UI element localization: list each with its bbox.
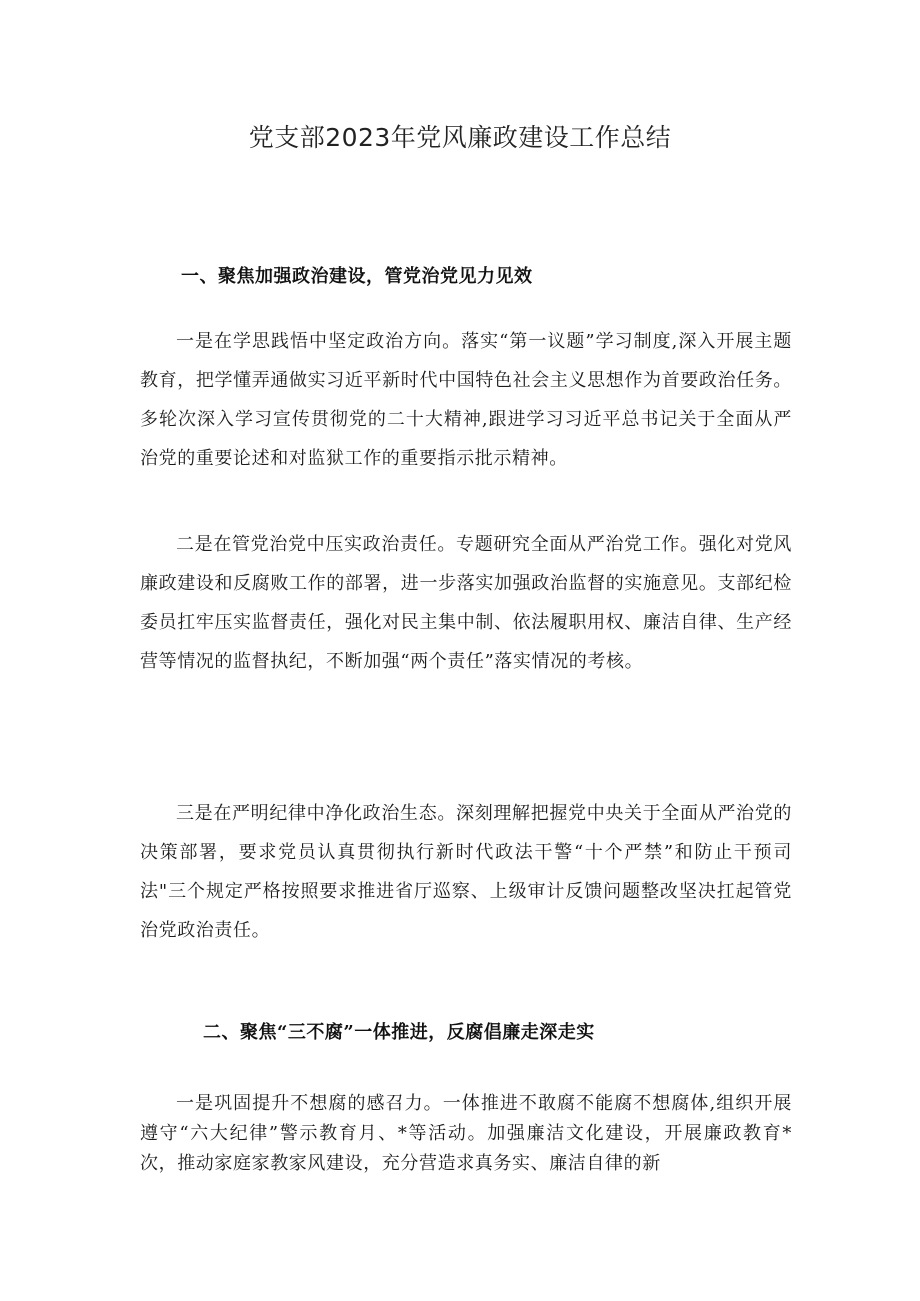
section-heading-1: 一、聚焦加强政治建设，管党治党见力见效 [181, 266, 533, 287]
section-1-paragraph-2: 二是在管党治党中压实政治责任。专题研究全面从严治党工作。强化对党风廉政建设和反腐败工作的部署，进一步落实加强政治监督的实施意见。支部纪检委员扛牢压实监督责任，强化对民主集中制、依法履职用权、廉洁自律、生产经营等情况的监督执纪，不断加强“两个责任”落实情况的考核。 [140, 534, 792, 672]
section-2-paragraph-1: 一是巩固提升不想腐的感召力。一体推进不敢腐不能腐不想腐体,组织开展遵守“六大纪律”警示教育月、*等活动。加强廉洁文化建设，开展廉政教育*次，推动家庭家教家风建设，充分营造求真务实、廉洁自律的新 [140, 1093, 792, 1174]
document-title: 党支部2023年党风廉政建设工作总结 [248, 123, 672, 152]
section-heading-2: 二、聚焦“三不腐”一体推进，反腐倡廉走深走实 [203, 1022, 595, 1043]
section-1-paragraph-1: 一是在学思践悟中坚定政治方向。落实“第一议题”学习制度,深入开展主题教育，把学懂弄通做实习近平新时代中国特色社会主义思想作为首要政治任务。多轮次深入学习宣传贯彻党的二十大精神,跟进学习习近平总书记关于全面从严治党的重要论述和对监狱工作的重要指示批示精神。 [140, 331, 792, 469]
section-1-paragraph-3: 三是在严明纪律中净化政治生态。深刻理解把握党中央关于全面从严治党的决策部署，要求党员认真贯彻执行新时代政法干警“十个严禁”和防止干预司法"三个规定严格按照要求推进省厅巡察、上级审计反馈问题整改坚决扛起管党治党政治责任。 [140, 803, 792, 941]
